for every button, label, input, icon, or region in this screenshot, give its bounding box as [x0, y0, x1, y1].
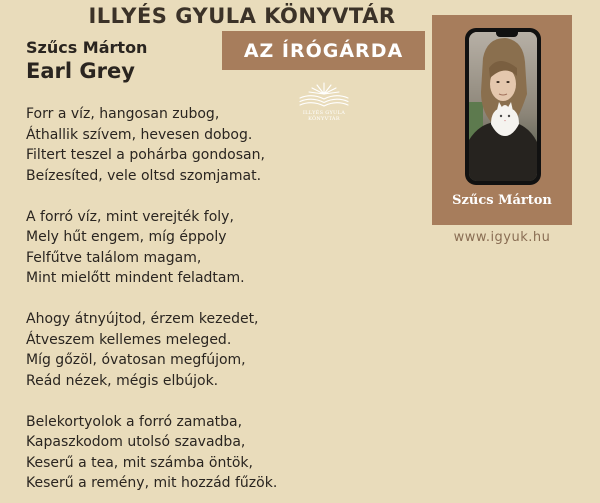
library-title: ILLYÉS GYULA KÖNYVTÁR	[88, 4, 396, 28]
poem-line: Filtert teszel a pohárba gondosan,	[26, 147, 265, 163]
poem-line: Míg gőzöl, óvatosan megfújom,	[26, 352, 246, 368]
poem-line: Keserű a remény, mit hozzád fűzök.	[26, 475, 278, 491]
poem-line: Reád nézek, mégis elbújok.	[26, 372, 219, 389]
poem-line: Felfűtve találom magam,	[26, 249, 202, 266]
series-banner	[222, 31, 425, 70]
poem-body	[26, 104, 316, 494]
poem-line: Kapaszkodom utolsó szavadba,	[26, 434, 246, 450]
stanza	[26, 207, 316, 289]
poem-author: Szűcs Márton	[26, 38, 148, 57]
portrait-with-cat-image	[469, 32, 537, 181]
poem-line: Forr a víz, hangosan zubog,	[26, 106, 220, 122]
poem-title: Earl Grey	[26, 59, 135, 83]
poem-line: Beízesíted, vele oltsd szomjamat.	[26, 167, 262, 184]
poem-line: A forró víz, mint verejték foly,	[26, 208, 234, 225]
poem-line: Belekortyolok a forró zamatba,	[26, 413, 243, 430]
poem-line: Ahogy átnyújtod, érzem kezedet,	[26, 311, 259, 327]
series-banner-label: AZ ÍRÓGÁRDA	[243, 39, 404, 62]
poem-line: Átveszem kellemes meleged.	[26, 331, 232, 348]
stanza	[26, 412, 316, 494]
author-card-name: Szűcs Márton	[452, 193, 552, 208]
logo-text-line2: KÖNYVTÁR	[308, 116, 340, 122]
website-link[interactable]: www.igyuk.hu	[453, 230, 551, 245]
logo-text-line1: ILLYÉS GYULA	[302, 110, 346, 116]
author-card	[432, 15, 572, 225]
poem-line: Keserű a tea, mit számba öntök,	[26, 454, 253, 471]
poem-line: Mely hűt engem, míg éppoly	[26, 229, 227, 245]
phone-notch	[496, 32, 518, 37]
author-photo	[469, 32, 537, 181]
stanza	[26, 309, 316, 391]
phone-frame	[465, 28, 541, 185]
stanza	[26, 104, 316, 186]
poem-line: Áthallik szívem, hevesen dobog.	[26, 126, 253, 143]
poem-line: Mint mielőtt mindent feladtam.	[26, 270, 245, 286]
